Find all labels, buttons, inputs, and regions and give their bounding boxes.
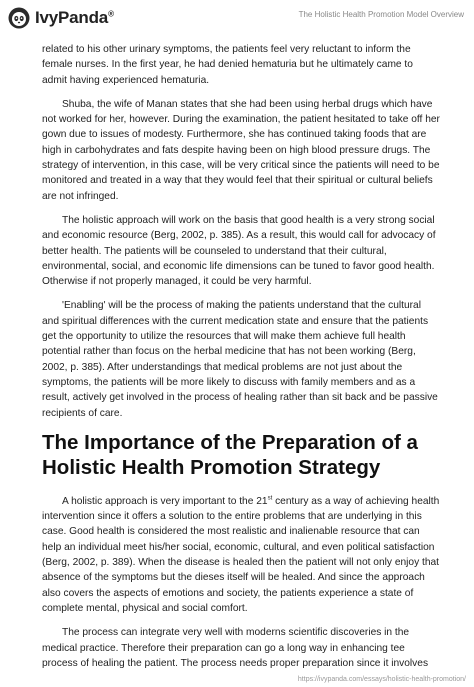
paragraph-6: The process can integrate very well with moderns scientific discoveries in the medical practice. Therefore their preparation can go a long way in enhancing tee process of healing the patient. The process needs proper preparation since it involves — [42, 627, 429, 669]
section-heading: The Importance of the Preparation of a Holistic Health Promotion Strategy — [42, 430, 418, 479]
paragraph-5: A holistic approach is very important to the 21st century as a way of achieving health intervention since it offers a solution to the entire problems that are underlying in this case. Good health is considered the most realistic and inalienable resource that can help an individual meet his/her social, economic, cultural, and even political satisfaction (Berg, 2002, p. 389). When the disease is healed then the patient will not only enjoy that absence of the symptoms but the dieses itself will be healed. And since the approach also covers the aspects of emotions and society, the patients experience a state of complete mental, physical and social comfort. — [42, 495, 440, 614]
essay-body — [42, 42, 440, 680]
document-title: The Holistic Health Promotion Model Overview — [298, 10, 464, 19]
paragraph-1: related to his other urinary symptoms, the patients feel very reluctant to inform the female nurses. In the first year, he had denied hematuria but he ultimately came to admit having experienced hematuria. — [42, 44, 413, 86]
page-header — [0, 0, 474, 36]
brand-name: IvyPanda® — [35, 8, 114, 27]
paragraph-2: Shuba, the wife of Manan states that she had been using herbal drugs which have not worked for her, however. During the examination, the patient hesitated to take off her gown due to issues of modesty. Furthermore, she has continued taking foods that are high in carbohydrates and fats despite having been on high blood pressure drugs. The strategy of intervention, in this case, will be very critical since the patients will need to be monitored and treated in a way that they would feel that their spiritual or cultural beliefs are not infringed. — [42, 98, 440, 202]
panda-logo-icon — [8, 7, 30, 29]
source-url[interactable]: https://ivypanda.com/essays/holistic-health-promotion/ — [297, 676, 466, 683]
ivypanda-logo[interactable] — [8, 7, 114, 29]
paragraph-3: The holistic approach will work on the basis that good health is a very strong social and economic resource (Berg, 2002, p. 385). As a result, this would call for advocacy of better health. The patients will be counseled to understand that their cultural, environmental, social, and economic life dimensions can be tuned to favor good health. Otherwise if not properly managed, it could be very harmful. — [42, 214, 436, 288]
paragraph-4: 'Enabling' will be the process of making the patients understand that the cultural and spiritual differences with the current medication state and ensure that the patients get the opportunity to utilize the resources that will make them achieve full health potential rather than focus on the herbal medicine that has not been working (Berg, 2002, p. 385). After understandings that medical problems are not just about the symptoms, the patients will be more likely to discuss with family members and as a result, actively get involved in the process of healing rather than sit back and be passive recipients of care. — [42, 300, 438, 419]
